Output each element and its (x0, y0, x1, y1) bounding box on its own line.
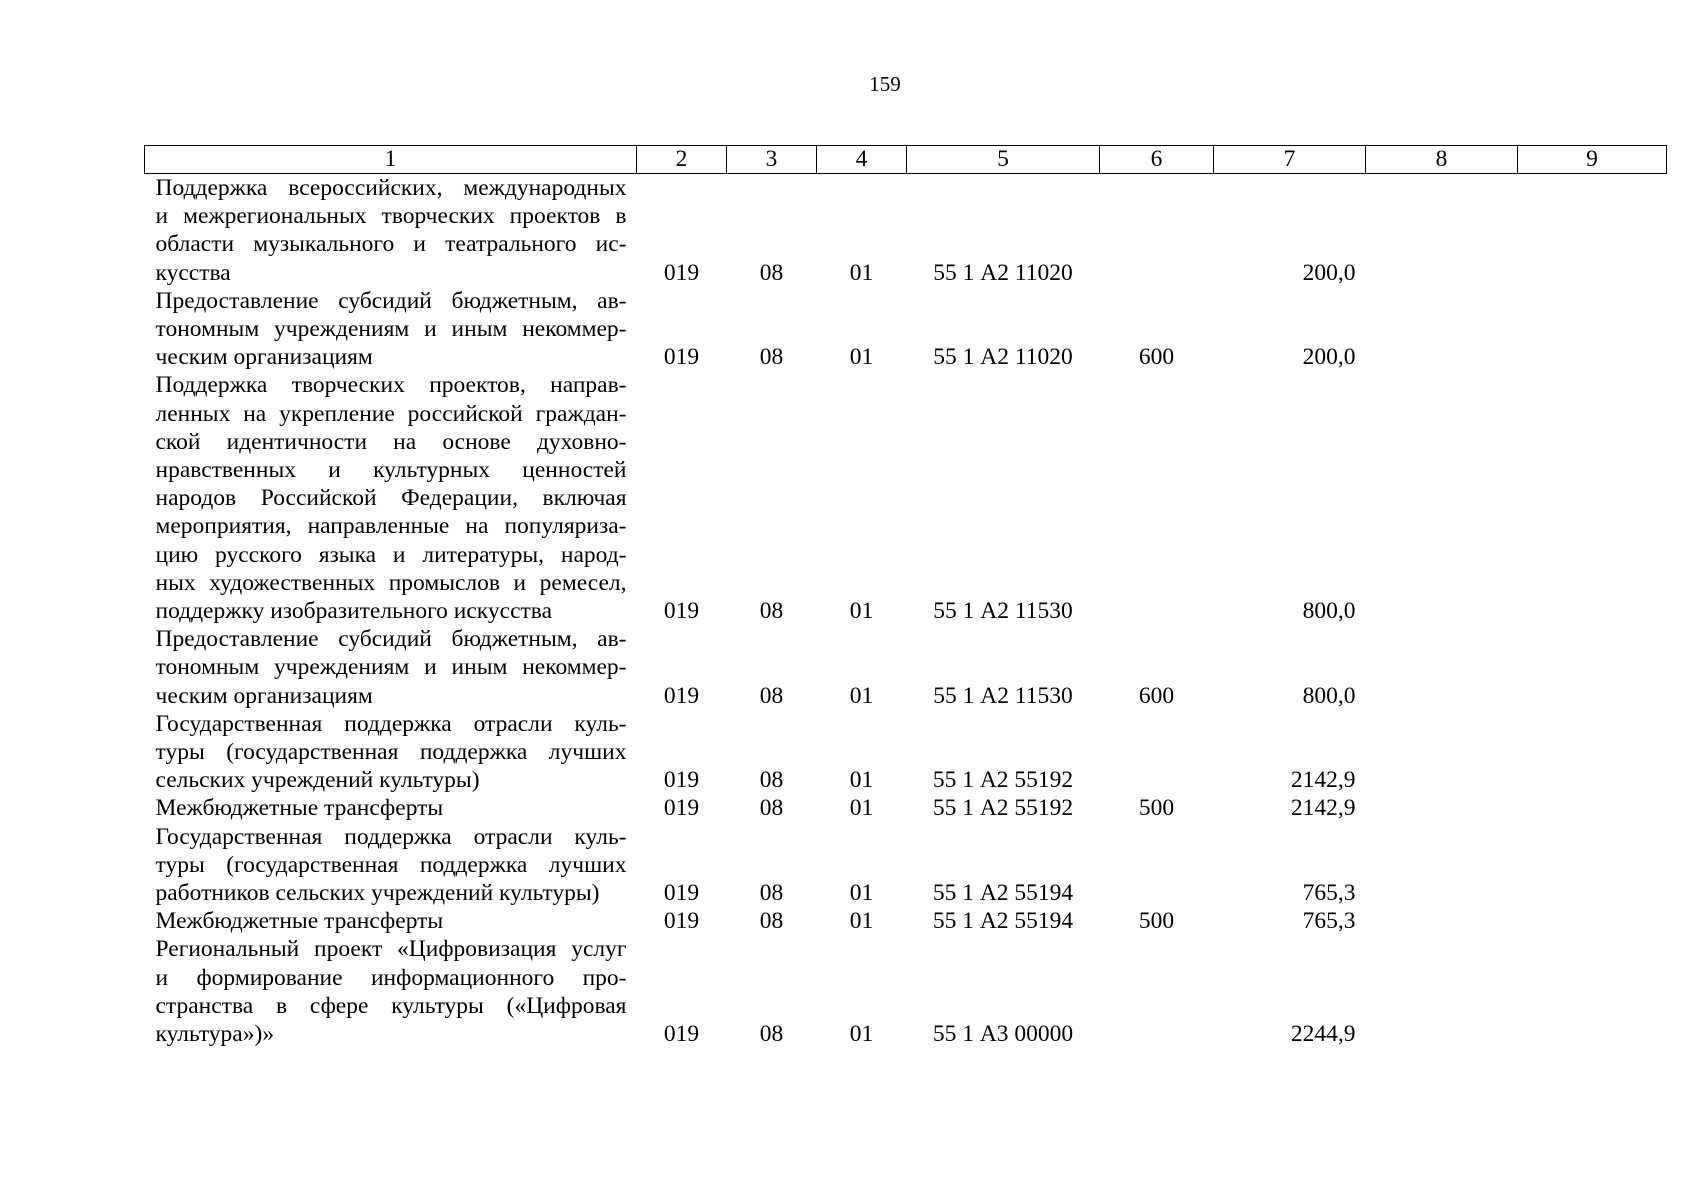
description-line: кусства (155, 259, 231, 286)
table-body (145, 174, 1667, 1049)
description-line: Государственная поддержка отрасли куль- (155, 823, 627, 850)
table-header (145, 146, 1667, 174)
subsection-cell: 01 (849, 1021, 874, 1048)
description-line: тономным учреждениям и иным некоммер- (155, 316, 627, 343)
item-description (145, 371, 637, 625)
amount-cell: 765,3 (1302, 908, 1356, 935)
subsection-cell: 01 (849, 682, 874, 709)
column-header-6: 6 (1100, 146, 1214, 174)
item-description (145, 710, 637, 795)
table-row (145, 935, 1667, 1048)
description-line: цию русского языка и литературы, народ- (155, 541, 627, 568)
table-row (145, 174, 1667, 287)
amount-cell: 2142,9 (1290, 767, 1356, 794)
table-row (145, 710, 1667, 795)
column-header-3: 3 (727, 146, 817, 174)
description-line: культура»)» (155, 1021, 275, 1048)
description-line: ленных на укрепление российской граждан- (155, 400, 627, 427)
amount-cell-2 (1366, 907, 1518, 935)
item-description (145, 907, 637, 935)
amount-cell: 800,0 (1302, 682, 1356, 709)
target-article-cell: 55 1 А2 55192 (932, 795, 1074, 822)
target-article-cell: 55 1 А2 11020 (933, 344, 1073, 371)
amount-cell-3 (1518, 935, 1667, 1048)
subsection-cell: 01 (849, 880, 874, 907)
budget-code-cell: 019 (663, 344, 700, 371)
amount-cell-3 (1518, 710, 1667, 795)
target-article-cell: 55 1 А3 00000 (932, 1021, 1074, 1048)
column-header-9: 9 (1518, 146, 1667, 174)
target-article-cell: 55 1 А2 55194 (932, 908, 1074, 935)
amount-cell-3 (1518, 907, 1667, 935)
description-line: мероприятия, направленные на популяриза- (155, 513, 627, 540)
description-line: тономным учреждениям и иным некоммер- (155, 654, 627, 681)
column-header-8: 8 (1366, 146, 1518, 174)
description-line: Поддержка творческих проектов, направ- (155, 372, 627, 399)
section-cell: 08 (759, 682, 784, 709)
description-line: нравственных и культурных ценностей (155, 457, 627, 484)
item-description (145, 625, 637, 710)
description-line: народов Российской Федерации, включая (155, 485, 627, 512)
section-cell: 08 (759, 795, 784, 822)
column-header-7: 7 (1214, 146, 1366, 174)
subsection-cell: 01 (849, 344, 874, 371)
column-header-1: 1 (145, 146, 637, 174)
budget-code-cell: 019 (663, 767, 700, 794)
description-line: Государственная поддержка отрасли куль- (155, 710, 627, 737)
expense-type-cell (1100, 174, 1214, 287)
description-line: сельских учреждений культуры) (155, 767, 480, 794)
amount-cell-3 (1518, 823, 1667, 908)
table-row (145, 287, 1667, 372)
description-line: ческим организациям (155, 344, 373, 371)
section-cell: 08 (759, 908, 784, 935)
expense-type-cell (1100, 371, 1214, 625)
page-number: 159 (869, 72, 901, 96)
amount-cell-2 (1366, 287, 1518, 372)
subsection-cell: 01 (849, 598, 874, 625)
description-line: поддержку изобразительного искусства (155, 598, 552, 625)
table-row (145, 371, 1667, 625)
description-line: работников сельских учреждений культуры) (155, 880, 600, 907)
target-article-cell: 55 1 А2 55192 (932, 767, 1074, 794)
item-description (145, 823, 637, 908)
description-line: Межбюджетные трансферты (155, 908, 444, 935)
subsection-cell: 01 (849, 767, 874, 794)
subsection-cell: 01 (849, 795, 874, 822)
amount-cell-2 (1366, 710, 1518, 795)
section-cell: 08 (759, 259, 784, 286)
amount-cell-2 (1366, 794, 1518, 822)
expense-type-cell (1100, 823, 1214, 908)
description-line: ных художественных промыслов и ремесел, (155, 569, 627, 596)
description-line: туры (государственная поддержка лучших (155, 739, 627, 766)
amount-cell-2 (1366, 174, 1518, 287)
section-cell: 08 (759, 598, 784, 625)
amount-cell-3 (1518, 174, 1667, 287)
amount-cell-2 (1366, 823, 1518, 908)
amount-cell-2 (1366, 625, 1518, 710)
description-line: ческим организациям (155, 682, 373, 709)
description-line: Предоставление субсидий бюджетным, ав- (155, 626, 627, 653)
table-row (145, 823, 1667, 908)
budget-table (144, 145, 1667, 1048)
column-header-4: 4 (817, 146, 907, 174)
description-line: ской идентичности на основе духовно- (155, 428, 627, 455)
description-line: туры (государственная поддержка лучших (155, 851, 627, 878)
target-article-cell: 55 1 А2 11530 (933, 598, 1073, 625)
amount-cell: 2142,9 (1290, 795, 1356, 822)
description-line: Поддержка всероссийских, международных (155, 175, 627, 201)
item-description (145, 287, 637, 372)
description-line: области музыкального и театрального ис- (155, 231, 627, 258)
section-cell: 08 (759, 767, 784, 794)
section-cell: 08 (759, 880, 784, 907)
target-article-cell: 55 1 А2 11020 (933, 259, 1073, 286)
header-row (145, 146, 1667, 174)
description-line: Региональный проект «Цифровизация услуг (155, 936, 627, 963)
amount-cell: 2244,9 (1290, 1021, 1356, 1048)
description-line: и межрегиональных творческих проектов в (155, 203, 627, 230)
subsection-cell: 01 (849, 908, 874, 935)
budget-code-cell: 019 (663, 259, 700, 286)
budget-code-cell: 019 (663, 682, 700, 709)
amount-cell-2 (1366, 935, 1518, 1048)
column-header-5: 5 (907, 146, 1100, 174)
amount-cell-3 (1518, 794, 1667, 822)
table-row (145, 794, 1667, 822)
expense-type-cell: 500 (1138, 908, 1175, 935)
amount-cell: 200,0 (1302, 259, 1356, 286)
amount-cell: 800,0 (1302, 598, 1356, 625)
description-line: Предоставление субсидий бюджетным, ав- (155, 287, 627, 314)
section-cell: 08 (759, 344, 784, 371)
budget-code-cell: 019 (663, 795, 700, 822)
target-article-cell: 55 1 А2 11530 (933, 682, 1073, 709)
amount-cell: 200,0 (1302, 344, 1356, 371)
description-line: Межбюджетные трансферты (155, 795, 444, 822)
expense-type-cell: 500 (1138, 795, 1175, 822)
item-description (145, 794, 637, 822)
description-line: странства в сфере культуры («Цифровая (155, 992, 627, 1019)
amount-cell-3 (1518, 371, 1667, 625)
section-cell: 08 (759, 1021, 784, 1048)
subsection-cell: 01 (849, 259, 874, 286)
amount-cell-3 (1518, 287, 1667, 372)
amount-cell-3 (1518, 625, 1667, 710)
table-row (145, 907, 1667, 935)
expense-type-cell: 600 (1138, 344, 1175, 371)
column-header-2: 2 (637, 146, 727, 174)
expense-type-cell: 600 (1138, 682, 1175, 709)
budget-code-cell: 019 (663, 908, 700, 935)
item-description (145, 935, 637, 1048)
target-article-cell: 55 1 А2 55194 (932, 880, 1074, 907)
table-row (145, 625, 1667, 710)
amount-cell-2 (1366, 371, 1518, 625)
expense-type-cell (1100, 710, 1214, 795)
description-line: и формирование информационного про- (155, 964, 627, 991)
amount-cell: 765,3 (1302, 880, 1356, 907)
item-description (145, 174, 637, 287)
budget-code-cell: 019 (663, 880, 700, 907)
budget-code-cell: 019 (663, 1021, 700, 1048)
expense-type-cell (1100, 935, 1214, 1048)
budget-code-cell: 019 (663, 598, 700, 625)
